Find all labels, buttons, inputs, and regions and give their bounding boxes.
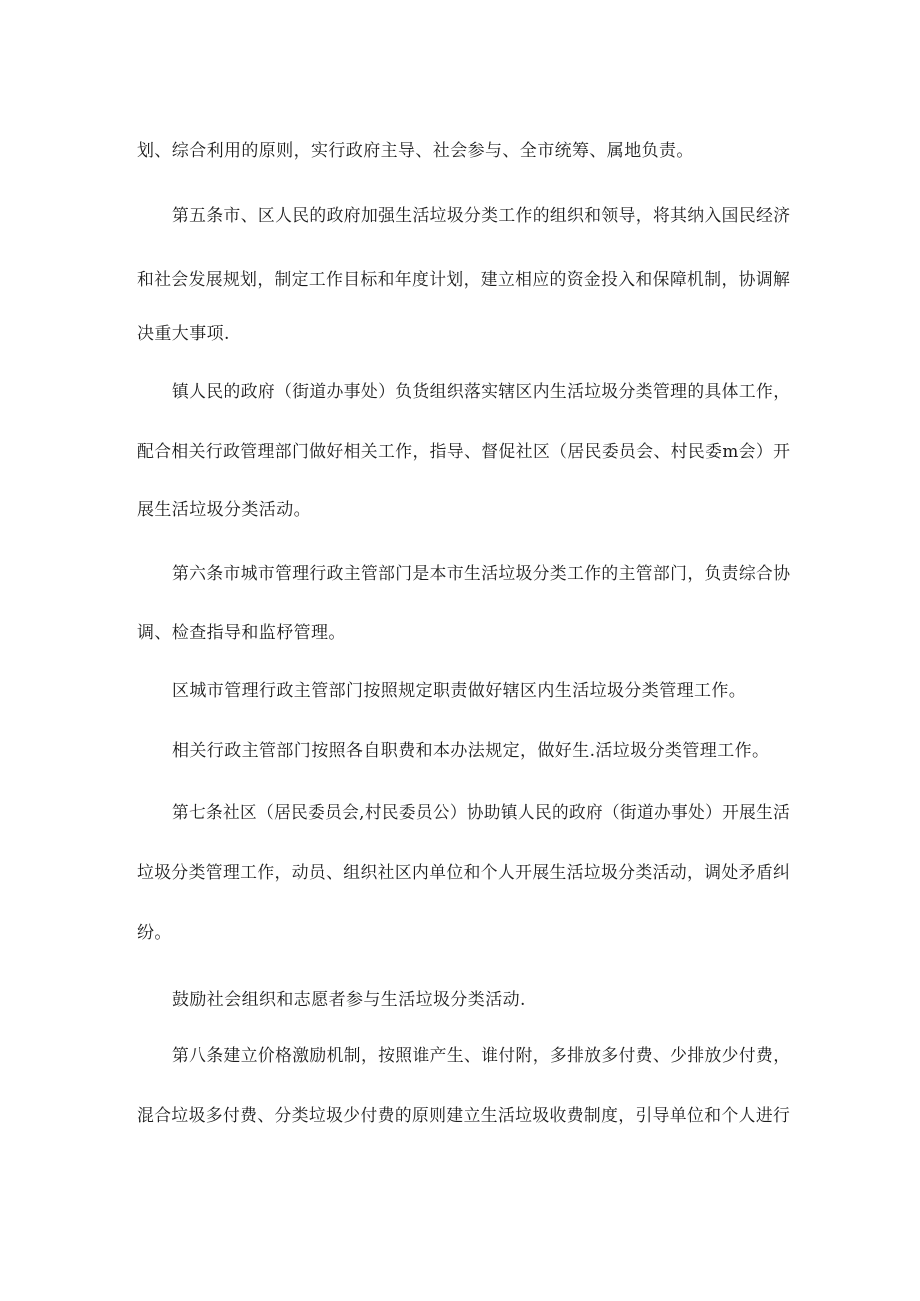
text-line: 决重大事项. xyxy=(137,324,230,344)
text-line: 第七条社区（居民委员会,村民委员公）协助镇人民的政府（街道办事处）开展生活 xyxy=(172,803,791,823)
text-line: 区城市管理行政主管部门按照规定职责做好辖区内生活垃圾分类管理工作。 xyxy=(172,681,747,701)
text-line: 混合垃圾多付费、分类垃圾少付费的原则建立生活垃圾收费制度，引导单位和个人进行 xyxy=(137,1106,791,1126)
text-line: 第八条建立价格激励机制，按照谁产生、谁付附，多排放多付费、少排放少付费， xyxy=(172,1046,791,1066)
text-line: 第六条市城市管理行政主管部门是本市生活垃圾分类工作的主管部门，负责综合协 xyxy=(172,564,791,584)
text-line: 配合相关行政管理部门做好相关工作，指导、督促社区（居民委员会、村民委m会）开 xyxy=(137,442,791,462)
text-line: 垃圾分类管理工作，动员、组织社区内单位和个人开展生活垃圾分类活动，调处矛盾纠 xyxy=(137,863,791,883)
text-line: 相关行政主管部门按照各自职费和本办法规定，做好生.活垃圾分类管理工作。 xyxy=(172,741,770,761)
text-line: 调、检查指导和监杼管理。 xyxy=(137,623,346,643)
text-line: 第五条市、区人民的政府加强生活垃圾分类工作的组织和领导，将其纳入国民经济 xyxy=(172,206,791,226)
text-line: 纷。 xyxy=(137,923,172,943)
text-line: 鼓励社会组织和志愿者参与生活垃圾分类活动. xyxy=(172,990,526,1010)
text-line: 划、综合利用的原则，实行政府主导、社会参与、全市统筹、属地负责。 xyxy=(137,141,694,161)
text-line: 和社会发展规划，制定工作目标和年度计划，建立相应的资金投入和保障机制，协调解 xyxy=(137,270,791,290)
text-line: 展生活垃圾分类活动。 xyxy=(137,500,311,520)
text-line: 镇人民的政府（街道办事处）负货组织落实辖区内生活垃圾分类管理的具体工作， xyxy=(172,382,791,402)
